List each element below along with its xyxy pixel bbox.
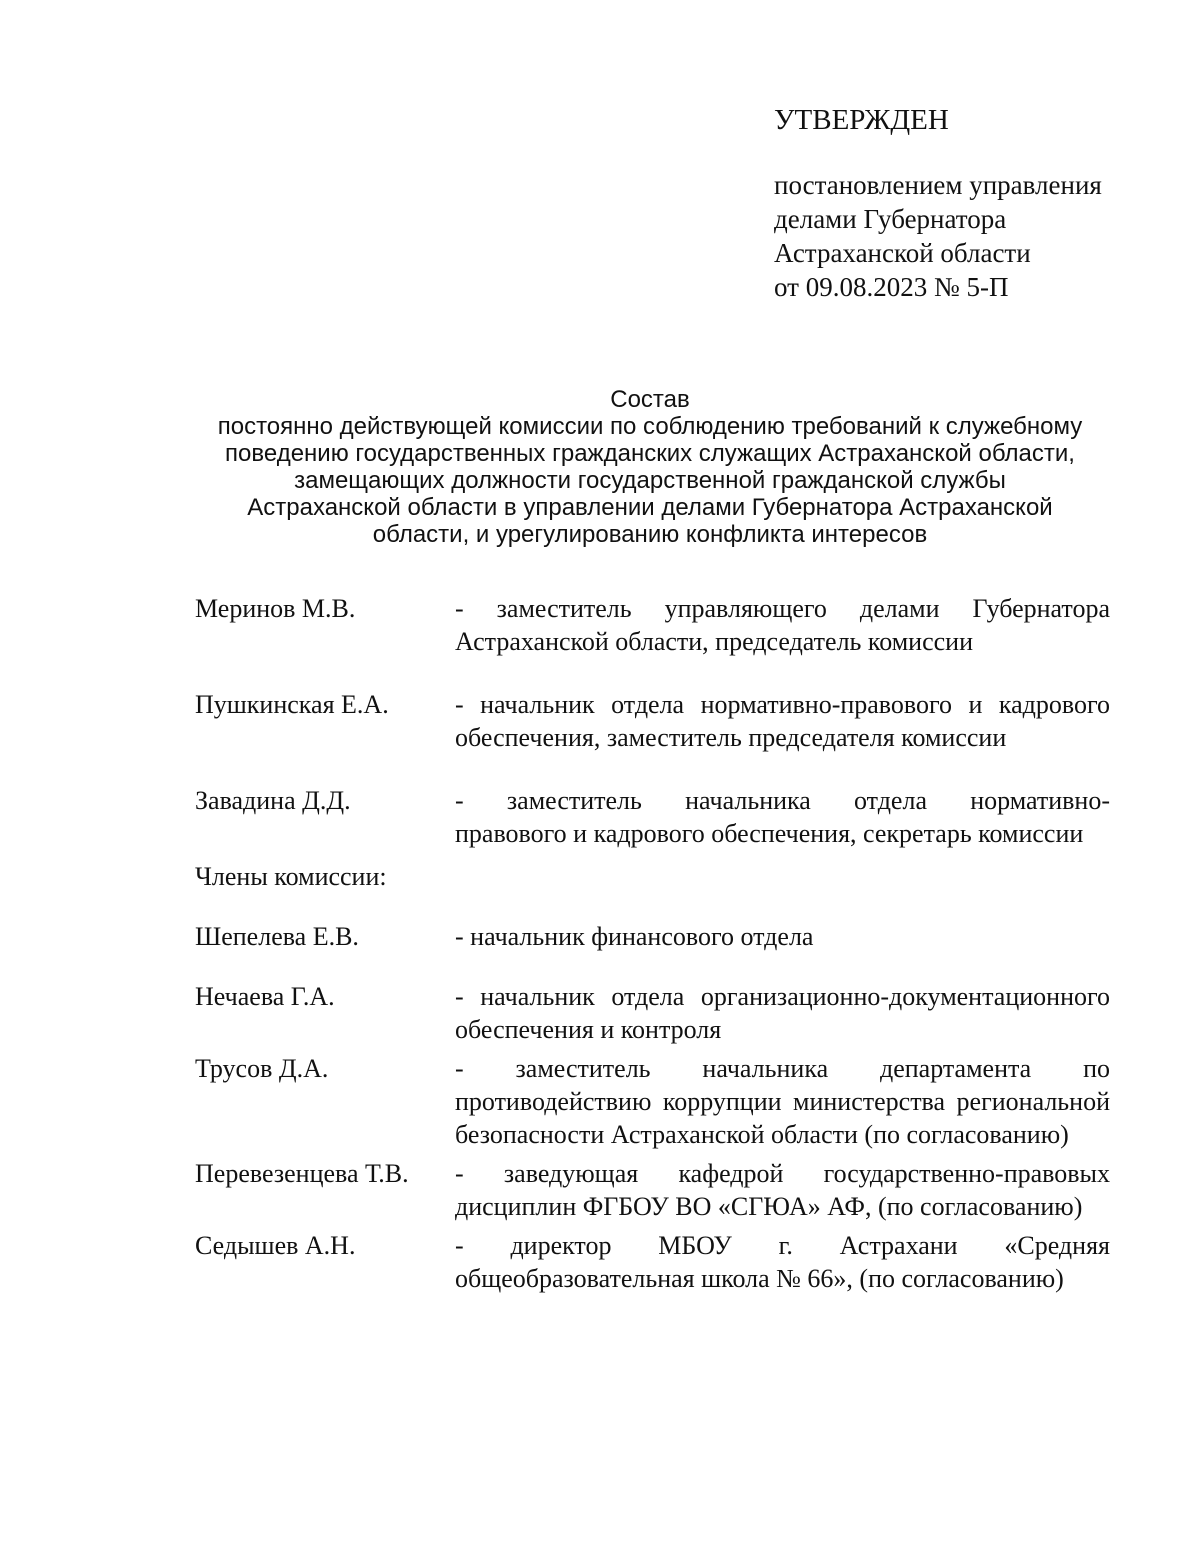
member-role: - заместитель начальника департамента по противодействию коррупции министерства региональной безопасности Астраханской области (по согласованию) (455, 1054, 1110, 1149)
member-name: Перевезенцева Т.В. (195, 1159, 409, 1188)
member-name: Седышев А.Н. (195, 1231, 356, 1260)
member-name: Пушкинская Е.А. (195, 690, 389, 719)
approval-title: УТВЕРЖДЕН (774, 104, 949, 136)
document-heading (150, 386, 1150, 548)
heading-line: области, и урегулированию конфликта интересов (372, 521, 928, 548)
member-role: - начальник отдела организационно-документационного обеспечения и контроля (455, 982, 1110, 1044)
member-row-secretary (195, 784, 1110, 850)
heading-title: Состав (610, 386, 690, 413)
member-role (455, 784, 1110, 850)
member-row (195, 980, 1110, 1046)
member-role-line: правового и кадрового обеспечения, секретарь комиссии (455, 819, 1084, 848)
member-role: - директор МБОУ г. Астрахани «Средняя общеобразовательная школа № 66», (по согласованию) (455, 1231, 1110, 1293)
approval-line: Астраханской области (774, 238, 1031, 268)
member-name: Меринов М.В. (195, 594, 356, 623)
member-name: Шепелева Е.В. (195, 922, 359, 951)
commission-list (195, 592, 1110, 1295)
member-role: - заместитель управляющего делами Губернатора Астраханской области, председатель комиссии (455, 594, 1110, 656)
member-name: Завадина Д.Д. (195, 786, 351, 815)
member-role: - начальник финансового отдела (455, 922, 814, 951)
member-name: Трусов Д.А. (195, 1054, 329, 1083)
approval-line: постановлением управления (774, 170, 1102, 200)
member-role-line: - заместитель начальника отдела нормативно- (455, 786, 1110, 815)
member-row-deputy-chairman (195, 688, 1110, 754)
member-name: Нечаева Г.А. (195, 982, 335, 1011)
heading-line: Астраханской области в управлении делами Губернатора Астраханской (247, 494, 1053, 521)
approval-line: делами Губернатора (774, 204, 1007, 234)
approval-block (774, 102, 1174, 304)
member-row (195, 1157, 1110, 1223)
members-heading: Члены комиссии: (195, 862, 387, 891)
approval-date-number: от 09.08.2023 № 5-П (774, 272, 1009, 302)
member-row (195, 1229, 1110, 1295)
member-row (195, 1052, 1110, 1151)
member-role: - заведующая кафедрой государственно-правовых дисциплин ФГБОУ ВО «СГЮА» АФ, (по согласованию) (455, 1159, 1110, 1221)
heading-line: постоянно действующей комиссии по соблюдению требований к служебному (217, 413, 1083, 440)
member-row (195, 920, 1110, 953)
member-role: - начальник отдела нормативно-правового и кадрового обеспечения, заместитель председателя комиссии (455, 690, 1110, 752)
heading-line: замещающих должности государственной гражданской службы (294, 467, 1006, 494)
member-row-chairman (195, 592, 1110, 658)
heading-line: поведению государственных гражданских служащих Астраханской области, (225, 440, 1075, 467)
